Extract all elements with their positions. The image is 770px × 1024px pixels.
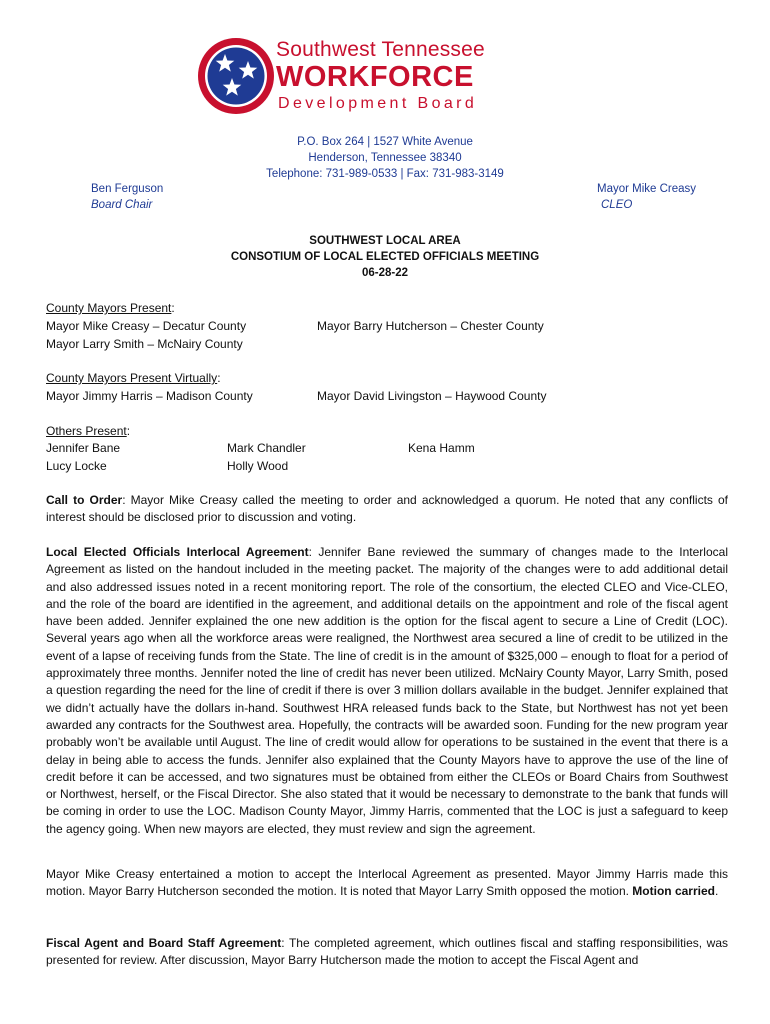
address-line-1: P.O. Box 264 | 1527 White Avenue [297,136,473,148]
attendee: Lucy Locke [46,459,107,473]
tennessee-tristar-icon [196,34,276,120]
attendee: Jennifer Bane [46,441,121,455]
board-chair-name: Ben Ferguson [91,183,164,195]
attendee: Mark Chandler [227,441,306,455]
attendee: Kena Hamm [408,441,475,455]
interlocal-agreement-paragraph: Local Elected Officials Interlocal Agreement: Jennifer Bane reviewed the summary of changes made to the Interlocal Agreement as listed on the handout included in the meeting packet. The majority of the changes were to add additional detail and also addressed issues noted in a recent monitoring report. The role of the consortium, the elected CLEO and Vice-CLEO, and the role of the board are identified in the agreement, and additional details on the appointment and role of the fiscal agent have been added. Jennifer explained the one new addition is the option for the fiscal agent to secure a Line of Credit (LOC). Several years ago when all the workforce areas were realigned, the Northwest area secured a line of credit to be utilized in the event of a lapse of receiving funds from the State. The line of credit is in the amount of $325,000 – enough to float for a period of approximately three months. Jennifer noted the line of credit has never been utilized. McNairy County Mayor, Larry Smith, posed a question regarding the need for the line of credit if there is over 3 million dollars available in the budget. Jennifer explained that we didn’t actually have the dollars in-hand. Southwest HRA released funds back to the State, but Northwest has not yet been awarded any contracts for the Southwest area. Hopefully, the contracts will be awarded soon. Funding for the new program year probably won’t be available until August. The line of credit would allow for operations to be sustained in the event that there is a delay in being able to access the funds. Jennifer also explained that the County Mayors have to approve the use of the line of credit before it can be accessed, and two signatures must be obtained from either the CLEOs or Board Chairs from Southwest or Northwest, herself, or the Fiscal Director. She also stated that it would be necessary to demonstrate to the bank that funds will be coming in order to use the LOC. Madison County Mayor, Jimmy Harris, commented that the LOC is just a safeguard to keep the agency going. When new mayors are elected, they must review and sign the agreement. [46,545,728,836]
attendee: Mayor David Livingston – Haywood County [317,389,547,403]
call-to-order-paragraph: Call to Order: Mayor Mike Creasy called the meeting to order and acknowledged a quorum. He noted that any conflicts of interest should be disclosed prior to discussion and voting. [46,493,728,525]
org-name-line1: Southwest Tennessee [276,38,485,61]
title-line-2: CONSOTIUM OF LOCAL ELECTED OFFICIALS MEETING [230,251,540,263]
org-name-line2: WORKFORCE [276,61,474,93]
call-to-order-label: Call to Order [46,493,123,507]
motion-paragraph: Mayor Mike Creasy entertained a motion to accept the Interlocal Agreement as presented. Mayor Jimmy Harris made this motion. Mayor Barry Hutcherson seconded the motion. It is noted that Mayor Larry Smith opposed the motion. Motion carried. [46,867,728,899]
address-line-2: Henderson, Tennessee 38340 [308,152,462,164]
cleo-name: Mayor Mike Creasy [597,183,697,195]
title-line-1: SOUTHWEST LOCAL AREA [309,235,461,247]
attendee: Mayor Jimmy Harris – Madison County [46,389,253,403]
motion-result: Motion carried [632,884,715,899]
org-name-line3: Development Board [278,95,478,112]
present-heading: County Mayors Present: [46,301,175,315]
attendee: Mayor Larry Smith – McNairy County [46,337,243,351]
meeting-date: 06-28-22 [361,267,409,279]
board-chair-role: Board Chair [91,199,153,211]
others-heading: Others Present: [46,424,131,438]
attendee: Mayor Barry Hutcherson – Chester County [317,319,544,333]
address-line-3: Telephone: 731-989-0533 | Fax: 731-983-3149 [266,168,504,180]
letterhead-logo [196,34,516,120]
attendee: Holly Wood [227,459,289,473]
interlocal-agreement-label: Local Elected Officials Interlocal Agreement [46,545,309,559]
fiscal-agent-paragraph: Fiscal Agent and Board Staff Agreement: The completed agreement, which outlines fiscal and staffing responsibilities, was presented for review. After discussion, Mayor Barry Hutcherson made the motion to accept the Fiscal Agent and [46,936,728,968]
cleo-role: CLEO [601,199,633,211]
virtual-heading: County Mayors Present Virtually: [46,371,221,385]
attendee: Mayor Mike Creasy – Decatur County [46,319,247,333]
fiscal-agent-label: Fiscal Agent and Board Staff Agreement [46,936,282,950]
